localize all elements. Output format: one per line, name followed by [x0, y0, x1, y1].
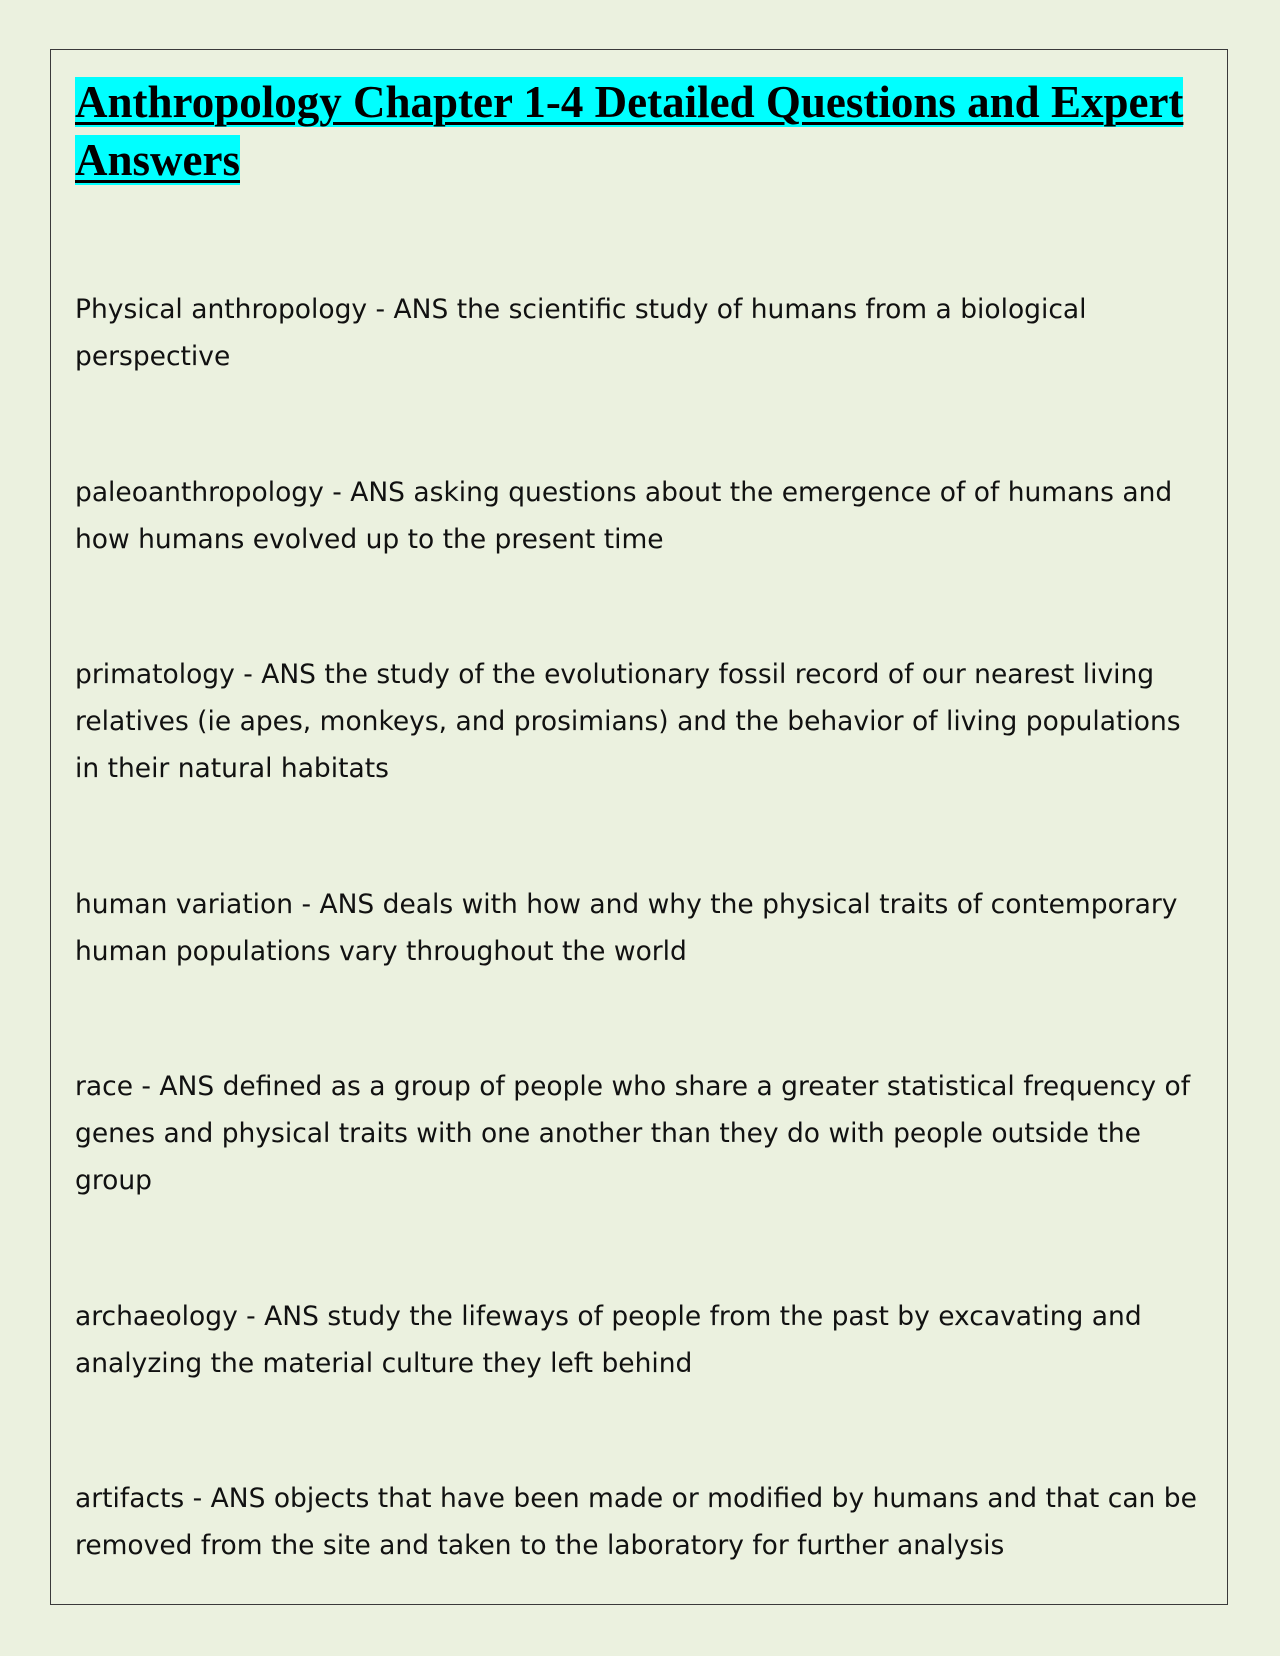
qa-entry-archaeology: archaeology - ANS study the lifeways of people from the past by excavating and analyzing the material culture they left behind [75, 1301, 1142, 1379]
qa-entry-physical-anthropology: Physical anthropology - ANS the scientific study of humans from a biological perspective [75, 294, 1087, 372]
qa-entry-race: race - ANS defined as a group of people who share a greater statistical frequency of genes and physical traits with one another than they do with people outside the group [75, 1071, 1191, 1196]
qa-entry-paleoanthropology: paleoanthropology - ANS asking questions about the emergence of of humans and how humans evolved up to the present time [75, 477, 1173, 555]
qa-entry-human-variation: human variation - ANS deals with how and why the physical traits of contemporary human populations vary throughout the world [75, 889, 1178, 967]
qa-entry-artifacts: artifacts - ANS objects that have been made or modified by humans and that can be removed from the site and taken to the laboratory for further analysis [75, 1483, 1197, 1561]
qa-entry-primatology: primatology - ANS the study of the evolutionary fossil record of our nearest living relatives (ie apes, monkeys, and prosimians) and the behavior of living populations in their natural habitats [75, 659, 1181, 784]
document-title [75, 73, 1195, 189]
document-title-text: Anthropology Chapter 1-4 Detailed Questions and Expert Answers [75, 77, 1184, 185]
